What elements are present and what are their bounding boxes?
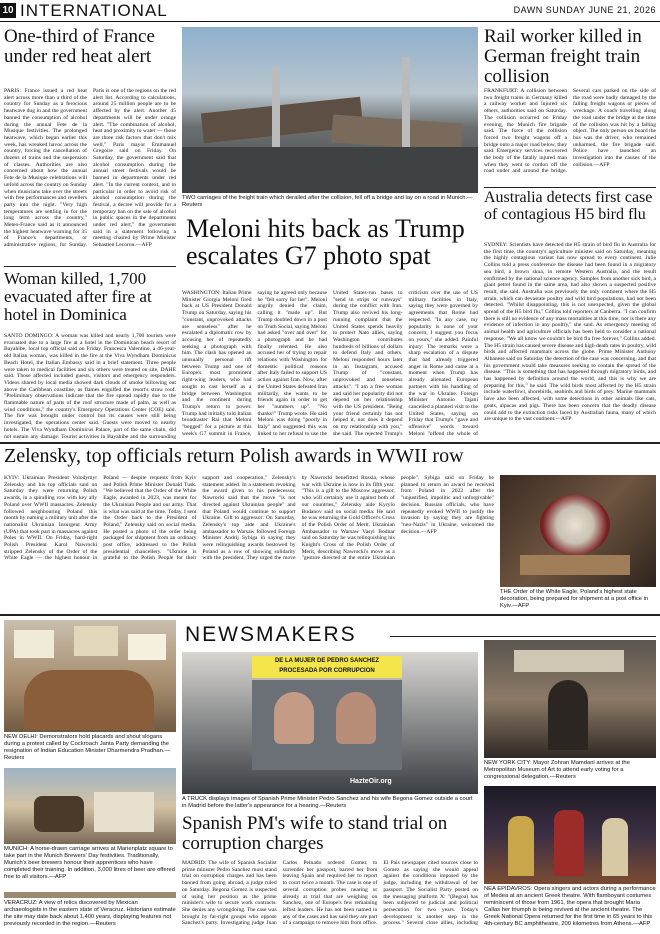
france-body: PARIS: France issued a red heat alert across more than a third of the country for Sunday as a ferocious heatwave dug in and the government banned the consumption of alcohol during the annual Fete de la Musique festivities. The prolonged heatwave, which began earlier this week, has wreaked havoc across the country, forcing the cancellation of dozens of trains and the suspension of classes. Authorities are also concerned about how the annual Fete de la Musique celebrations will unfold across the country on Sunday when musicians take over the streets with free performances and revellers party into the night. "Very high temperatures are settling in for the long term across the country," Meteo-France said as it announced the highest heatwave warning for 35 of France's departments, or administrative regions, for Sunday. Paris is one of the regions on the red alert list. According to calculations, around 25 million people are to be affected by the alert. Another 45 departments will be under orange alert. "The combination of alcohol, heat and proximity to water — those are three risk factors that don't mix well," Paris mayor Emmanuel Gregoire said on Friday. On Saturday, the government said that alcohol consumption during the annual street festivals would be banned in departments under red alert. "In the current context, and in particular in order to avoid risk of alcohol consumption during the festival, a decree will provide for a temporary ban on the sale of alcohol in public spaces in the departments under red alert," the government said in a statement following a meeting chaired by Prime Minister Sebastien Lecornu.—AFP [4,88,176,249]
australia-headline: Australia detects first case of contagious H5 bird flu [484,190,653,223]
delhi-caption-text: NEW DELHI: Demonstrators hold placards and shout slogans during a protest called by Cockroach Janta Party demanding the resignation of Indian Education Minister Dharmendra Pradhan.—Reuters [4,734,171,761]
epidavros-caption [484,886,656,932]
france-headline: One-third of France under red heat alert [4,27,155,67]
meloni-headline: Meloni hits back as Trump escalates G7 photo spat [186,215,465,271]
munich-photo [4,768,176,844]
train-photo-caption: TWO carriages of the freight train which derailed after the collision, fell off a bridge and lay on a road in Munich.—Reuters [182,195,473,208]
divider [390,636,656,637]
epidavros-caption-text: NEA EPIDAVROS: Opera singers and actors during a performance of Medea at an ancient Greek theatre. With flamboyant costumes reminiscent of those from 1961, the opera that brought Maria Callas her triumph is being revived at the ancient theatre. The Greek National Opera returned for the first time in 65 years to this 4th-century BC amphitheatre, 200 kilometres from Athens.—AFP [484,886,656,927]
dominica-headline: Woman killed, 1,700 evacuated after fire at hotel in Dominica [4,270,152,324]
section-title: INTERNATIONAL [20,1,168,20]
page-number: 10 [0,3,16,18]
ny-caption-text: NEW YORK CITY: Mayor Zohran Mamdani arrives at the Metropolitan Museum of Art to attend early voting for a congressional delegation.—Reuters [484,760,630,780]
munich-caption [4,846,176,890]
white-eagle-caption: THE Order of the White Eagle, Poland's highest state decoration, being prepared for shipment at a post office in Kyiv.—AFP [500,589,649,609]
veracruz-photo [4,892,176,898]
epidavros-photo [484,786,656,884]
australia-body: SYDNEY: Scientists have detected the H5 strain of bird flu in Australia for the first time, the country's agriculture minister said on Saturday, meaning the highly contagious variant has now spread to every continent. Julie Collins told a press conference the disease had been found in a migratory sea bird, a brown skua, in remote Western Australia, and the result confirmed by the national science agency. Samples from another sick bird, a giant petrel found in the same area, had also shown a suspected positive result, she said. Australia was previously the only continent where the H5 strain, which can devastate poultry and wild bird populations, had not been detected. "Whilst disappointing, this is not unexpected, given the global spread of the H5 bird flu," Collins told reporters at Canberra. "I can confirm there is still no evidence of any mass mortalities at this time, nor is there any evidence of infection in any poultry," she said. As emergency meeting of animal health and agriculture officials has been held to consider a national response. "We all know we couldn't be bird flu free forever," Collins added. The H5 strain has caused severe disease and high death rates in poultry, wild birds and affected mammals across the globe. Prime Minister Anthony Albanese said on Saturday the detection of the case was concerning, and that his government would take measures seeking to contain the spread of the disease. "This is something that has happened through migratory birds, and has happened by definition around the world, and this is why we are preparing for this," he said. The wild birds most affected by the H5 strain include waterfowl, shorebirds, seabirds and birds of prey. Marine mammals have also been affected, with some detections in other animals like cats, goats, alpacas and pigs. There has been concern that the deadly disease could add to the extinction risks faced by Australian fauna, many of which are unique to the vast continent.—AFP [484,242,656,423]
white-eagle-photo [500,475,656,587]
newsmakers-title: NEWSMAKERS [185,623,357,646]
divider [4,266,176,267]
spain-body: MADRID: The wife of Spanish Socialist prime minister Pedro Sanchez must stand trial on corruption charges and has been banned from going abroad, a judge ruled on Saturday. Begona Gomez is suspected of using her position as the prime minister's wife to secure work contracts. She denies any wrongdoing. The case was brought by far-right groups who oppose Sanchez's party. Investigating judge Juan Carlos Peinado ordered Gomez to surrender her passport, barred her from leaving Spain and required her to report to court twice a month. The case is one of several corruption probes nearing or already at trial that are weighing on Sanchez, one of Europe's few remaining leftist leaders. He has not been named in any of the cases and has said they are part of a campaign to remove him from office. El Pais newspaper cited sources close to Gomez as saying she would appeal against the conditions imposed by the judge, including the withdrawal of her passport. The Socialist Party posted on the messaging platform X: "(Begoa) has been subjected to judicial and political persecution for two years. Today's development is another step in the process." Several close allies, including [182,860,478,927]
delhi-caption [4,734,176,764]
zelensky-headline: Zelensky, top officials return Polish awards in WWII row [4,446,464,467]
veracruz-caption-text: VERACRUZ: A view of relics discovered by Mexican archaeologists in the eastern state of Veracruz. Historians estimate the site may date back about 1,400 years, displaying features not previously recorded in the region.—Reuters [4,900,176,927]
banner-line1: DE LA MUJER DE PEDRO SANCHEZ [274,658,380,664]
banner-site: HazteOir.org [350,778,392,785]
truck-caption: A TRUCK displays images of Spanish Prime Minister Pedro Sanchez and his wife Begona Gomez outside a court in Madrid before the latter's appearance for a hearing.—Reuters [182,796,473,809]
divider [0,442,660,444]
banner-line2: PROCESADA POR CORRUPCION [279,668,375,674]
munich-caption-text: MUNICH: A horse-drawn carriage arrives at Marienplatz square to take part in the Munich Brewers' Day festivities. Traditionally, Munich's beer brewers honour their apprentices who have completed their training. In addition, 3,000 litres of beer are offered free to all visitors.—AFP [4,846,176,880]
divider [0,614,660,616]
train-photo [182,27,478,193]
delhi-photo [4,620,176,732]
ny-caption [484,760,656,784]
spain-headline: Spanish PM's wife to stand trial on corruption charges [182,814,448,854]
rail-body: FRANKFURT: A collision between two freight trains in Germany killed a railway worker and injured six others, authorities said on Saturday. The collision occurred on Friday evening, the Munich fire brigade said. The force of the collision forced two freight wagons off a bridge onto a major road below, they said. Emergency services recovered the body of the fatally injured man when they went to cordon off the road under and around the bridge. Several cars parked on the side of the road were badly damaged by the falling freight wagons or pieces of wreckage. A coach travelling along the road under the bridge at the time of the collision was hit by a falling object. The only person on board the bus was the driver, who remained unharmed, the fire brigade said. Police have launched an investigation into the causes of the collision.—AFP [484,88,656,175]
rail-headline: Rail worker killed in German freight train collision [484,27,642,85]
divider [484,187,656,188]
veracruz-caption [4,900,176,932]
zelensky-body: KYIV: Ukrainian President Volodymyr Zelensky and his top officials said on Saturday they were returning Polish awards, in a spiralling row with key ally Poland over WWII massacres. Zelensky followed neighbouring Poland this month by naming a military unit after the nationalist Ukrainian Insurgent Army (UPA) that took part in massacres against Poles in WWII. On Friday, hard-right Polish President Karol Nawrocki stripped Zelensky of the Order of the White Eagle — the highest honour in Poland — despite requests from Kyiv and Polish Prime Minister Donald Tusk. "We believed that the Order of the White Eagle, awarded in 2023, was meant for the Ukrainian People and our army. That is what was said at the time. Today, I sent the Order back to the President of Poland," Zelensky said on social media. He posted a photo of the order being packaged for shipment from an ordinary post office, addressed to the Polish presidential chancellery. "Ukraine is grateful to the Polish People for their support and cooperation," Zelensky's statement added. In a statement revoking the award given to his predecessor, Nawrocki said that the move "is not directed against Ukrainian people" and that Poland would continue to support Ukraine. Gift to aggressor: On Saturday, Zelensky's top aide and Ukraine's ambassador to Warsaw followed Foreign Minister Andrij Sybiga in saying they were relinquishing awards bestowed by Poland as a row of showing solidarity with the president. They urged the move by Nawrocki benefitted Russia, whose war with Ukraine is now in its fifth year. "This is a gift to the Moscow aggressor, who will certainly use it against both of our countries," Zelensky aide Kyrylo Budanov said on social media. He said he was returning the Gold Officer's Cross of the Polish Order of Merit. Ukrainian Ambassador to Warsaw Vasyl Bodnar said on Saturday he was relinquishing his Knight's Cross of the Polish Order of Merit, describing Nawrocki's move as a "gesture directed at the entire Ukrainian people". Sybiga said on Friday he planned to return an award he received from Poland in 2022 after the "unjustified, impolitic and unforgivable" decision. Russian officials, who have repeatedly evoked WWII to justify the invasion by saying they are fighting "neo-Nazis" in Ukraine, welcomed the decision.—AFP [4,475,494,562]
page-header [0,0,660,22]
dominica-body: SANTO DOMINGO: A woman was killed and nearly 1,700 tourists were evacuated due to a large fire at a hotel in the Dominican beach resort of Bayahibe, local top official said on Friday. Francesca Valentino, a 46-year-old Italian woman, was killed in the fire at the Viva Wyndham Dominicus Beach Hotel, the Italian Embassy said in a brief statement. Three people were taken to medical facilities and six others were treated on site, DAHE said. Those affected included guests, visitors and emergency responders. Videos shared by local media showed dark clouds of smoke billowing out above the Caribbean coastline, as flames engulfed the resort's straw roof. "Preliminary observations indicate that the fire spread rapidly due to the flammable nature of parts of the roof structure made of palm, as well as wind conditions," the country's Emergency Operations Center (COE) said. The fire was brought under control but its causes were still being investigated, the operations center said. Guests were moved to nearby hotels. The Viva Wyndham Dominicus Palace, part of the same chain, did not sustain any damage. Tourist activities in Bayahibe and the surrounding [4,333,176,439]
ny-photo [484,640,656,758]
truck-photo [182,652,478,794]
masthead-date: DAWN SUNDAY JUNE 21, 2026 [513,5,656,15]
meloni-body: WASHINGTON: Italian Prime Minister Giorgia Meloni fired back at US President Donald Trump on Saturday, saying his "constant, unprovoked attacks are senseless" after he escalated a diplomatic row by accusing her of repeatedly seeking a photograph with him. The clash has opened an unusually personal rift between Trump and one of Europe's most prominent right-wing leaders, who had sought to cast herself as a bridge between Washington and the continent during Trump's return to power. Trump had initially told Italian broadcaster Rai that Meloni "begged" for a picture at this week's G7 summit in France, saying he agreed only because he "felt sorry for her". Meloni angrily denied the claim, calling it "made up". But Trump doubled down in a post on Truth Social, saying Meloni had asked "over and over" for a photograph and he had finally relented. He also accused her of trying to repair relations with Washington for domestic political reasons after Italy failed to support US action against Iran. Now, after the United States defeated Iran militarily, she wants to be friends again in order to get her "numbers up". "No thanks!" Trump wrote. He said Meloni was doing "poorly in Italy" and suggested this was linked to her refusal to use the United States-run bases to "send in strips or runways" during the conflict with Iran. Trump also revived his long-running complaint that the United States spends heavily to protect Nato allies, saying Washington contributes hundreds of billions of dollars to defend Italy and others. Meloni responded hours later in an Instagram, accused Trump of "constant, unprovoked and senseless attacks". "I am a free woman and said her popularity did not depend on her relationship with the US president. "Being your friend certainly has not helped it, nor does it depend on my relationship with you," she said. The rejected Trump's criticism over the use of US military facilities in Italy, saying they were governed by agreements that Rome had respected. "In any case, my popularity is none of your concern, I suggest you focus on yours," she added. Painful injury: The remarks were a sharp escalation of a dispute that had already triggered anger in Rome and came at a moment when Trump has already alienated European partners with his handling of the war in Ukraine. Foreign Minister Antonio Tajani cancelled a planned visit to the United States, saying on Friday that Trump's "gave and offensive" words toward Meloni "offend the whole of [182,290,478,437]
